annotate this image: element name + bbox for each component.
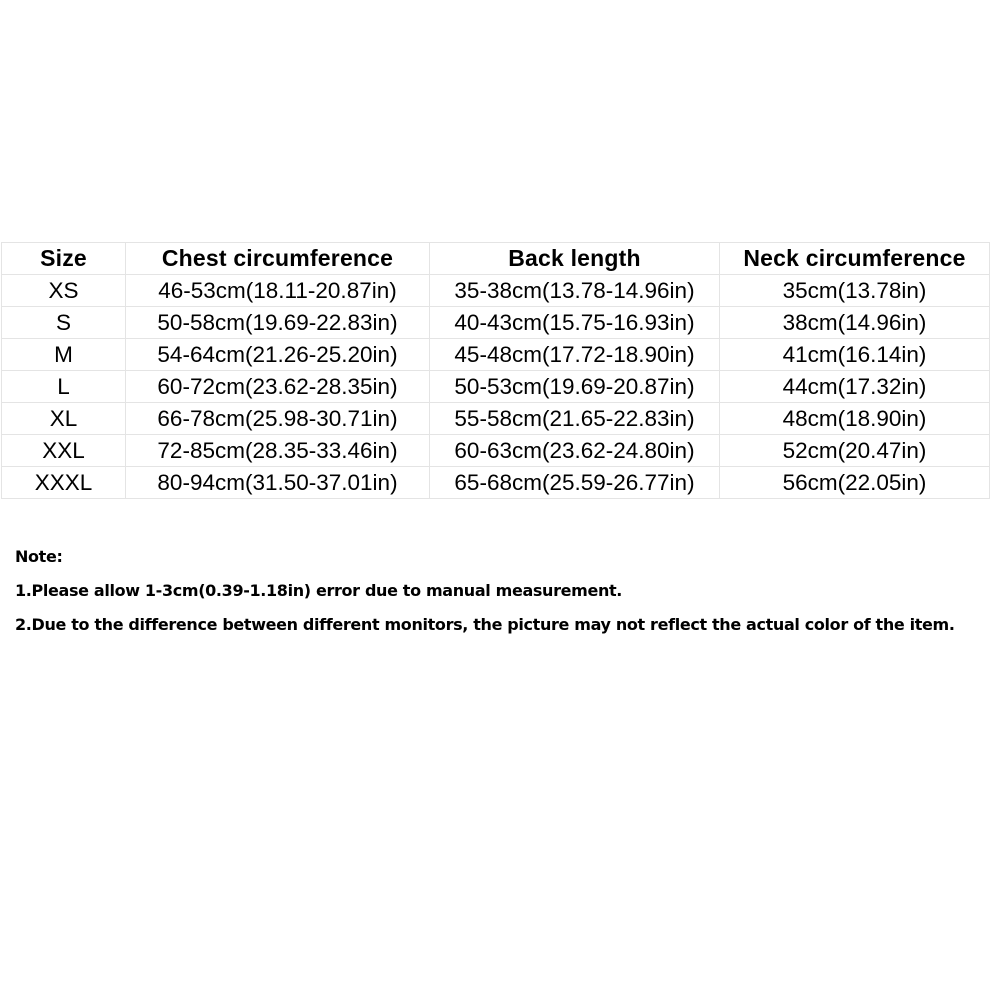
size-cell: XXXL <box>2 467 126 499</box>
size-cell: S <box>2 307 126 339</box>
chest-cell: 80-94cm(31.50-37.01in) <box>126 467 430 499</box>
table-row <box>2 435 990 467</box>
header-row <box>2 243 990 275</box>
back-length-cell: 45-48cm(17.72-18.90in) <box>430 339 720 371</box>
chest-cell: 50-58cm(19.69-22.83in) <box>126 307 430 339</box>
table-row <box>2 307 990 339</box>
back-length-cell: 65-68cm(25.59-26.77in) <box>430 467 720 499</box>
table-row <box>2 403 990 435</box>
chest-cell: 72-85cm(28.35-33.46in) <box>126 435 430 467</box>
table-row <box>2 275 990 307</box>
neck-cell: 41cm(16.14in) <box>720 339 990 371</box>
size-cell: XS <box>2 275 126 307</box>
back-length-cell: 55-58cm(21.65-22.83in) <box>430 403 720 435</box>
size-cell: M <box>2 339 126 371</box>
chest-cell: 54-64cm(21.26-25.20in) <box>126 339 430 371</box>
header-neck-circumference: Neck circumference <box>720 243 990 275</box>
header-chest-circumference: Chest circumference <box>126 243 430 275</box>
back-length-cell: 60-63cm(23.62-24.80in) <box>430 435 720 467</box>
table-row <box>2 371 990 403</box>
chest-cell: 60-72cm(23.62-28.35in) <box>126 371 430 403</box>
neck-cell: 35cm(13.78in) <box>720 275 990 307</box>
back-length-cell: 35-38cm(13.78-14.96in) <box>430 275 720 307</box>
size-cell: XXL <box>2 435 126 467</box>
neck-cell: 48cm(18.90in) <box>720 403 990 435</box>
header-back-length: Back length <box>430 243 720 275</box>
notes-section <box>15 545 1000 647</box>
neck-cell: 52cm(20.47in) <box>720 435 990 467</box>
header-size: Size <box>2 243 126 275</box>
size-chart-header <box>2 243 990 275</box>
chest-cell: 46-53cm(18.11-20.87in) <box>126 275 430 307</box>
size-chart-table <box>1 242 990 499</box>
notes-heading: Note: <box>15 547 63 566</box>
size-cell: L <box>2 371 126 403</box>
note-item: 2.Due to the difference between different monitors, the picture may not reflect the actual color of the item. <box>15 615 955 634</box>
table-row <box>2 339 990 371</box>
size-cell: XL <box>2 403 126 435</box>
table-row <box>2 467 990 499</box>
neck-cell: 38cm(14.96in) <box>720 307 990 339</box>
note-item: 1.Please allow 1-3cm(0.39-1.18in) error due to manual measurement. <box>15 581 623 600</box>
chest-cell: 66-78cm(25.98-30.71in) <box>126 403 430 435</box>
back-length-cell: 40-43cm(15.75-16.93in) <box>430 307 720 339</box>
back-length-cell: 50-53cm(19.69-20.87in) <box>430 371 720 403</box>
size-chart-body <box>2 275 990 499</box>
neck-cell: 56cm(22.05in) <box>720 467 990 499</box>
neck-cell: 44cm(17.32in) <box>720 371 990 403</box>
